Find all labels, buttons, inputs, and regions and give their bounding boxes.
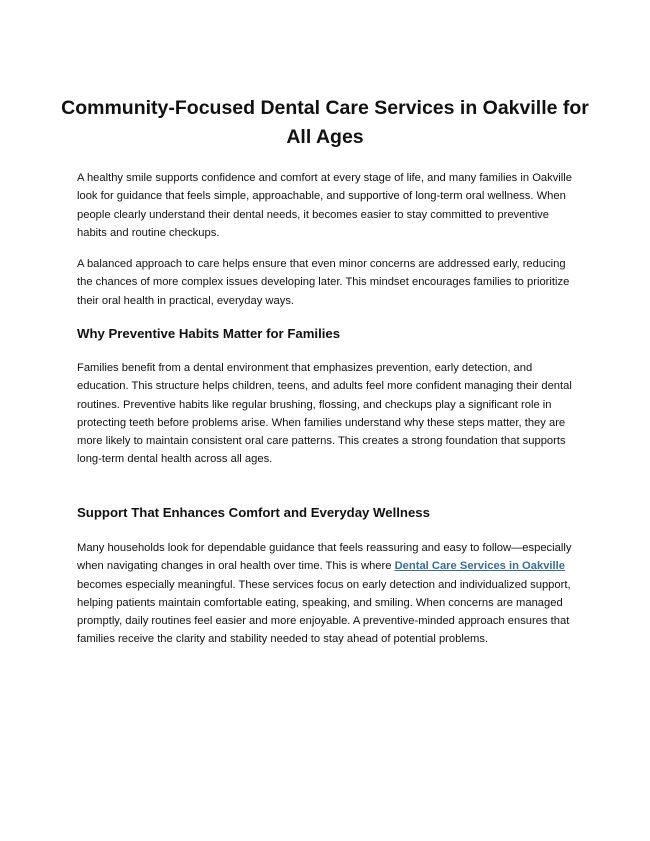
section-2-text-after-link: becomes especially meaningful. These services focus on early detection and individualized support, helping patients maintain comfortable eating, speaking, and smiling. When concerns are managed promptly, daily routines feel easier and more enjoyable. A preventive-minded approach ensures that families receive the clarity and stability needed to stay ahead of potential problems.: [77, 578, 571, 646]
section-2-heading: Support That Enhances Comfort and Everyday Wellness: [77, 505, 430, 520]
section-2-text-before-link: Many households look for dependable guidance that feels reassuring and easy to follow—especially when navigating changes in oral health over time. This is where: [77, 542, 572, 573]
section-1-heading: Why Preventive Habits Matter for Families: [77, 326, 341, 341]
section-2-paragraph: [77, 539, 577, 649]
document-title: Community-Focused Dental Care Services in Oakville for All Ages: [61, 97, 589, 148]
intro-paragraph-2: A balanced approach to care helps ensure that even minor concerns are addressed early, reducing the chances of more complex issues developing later. This mindset encourages families to prioritize their oral health in practical, everyday ways.: [77, 258, 570, 307]
intro-paragraph-1: A healthy smile supports confidence and comfort at every stage of life, and many families in Oakville look for guidance that feels simple, approachable, and supportive of long-term oral wellness. When people clearly understand their dental needs, it becomes easier to stay committed to preventive habits and routine checkups.: [77, 172, 572, 239]
section-1-paragraph: Families benefit from a dental environment that emphasizes prevention, early detection, and education. This structure helps children, teens, and adults feel more confident managing their dental routines. Preventive habits like regular brushing, flossing, and checkups play a significant role in protecting teeth before problems arise. When families understand why these steps matter, they are more likely to maintain consistent oral care patterns. This creates a strong foundation that supports long-term dental health across all ages.: [77, 362, 572, 466]
dental-care-services-link[interactable]: Dental Care Services in Oakville: [394, 560, 565, 573]
